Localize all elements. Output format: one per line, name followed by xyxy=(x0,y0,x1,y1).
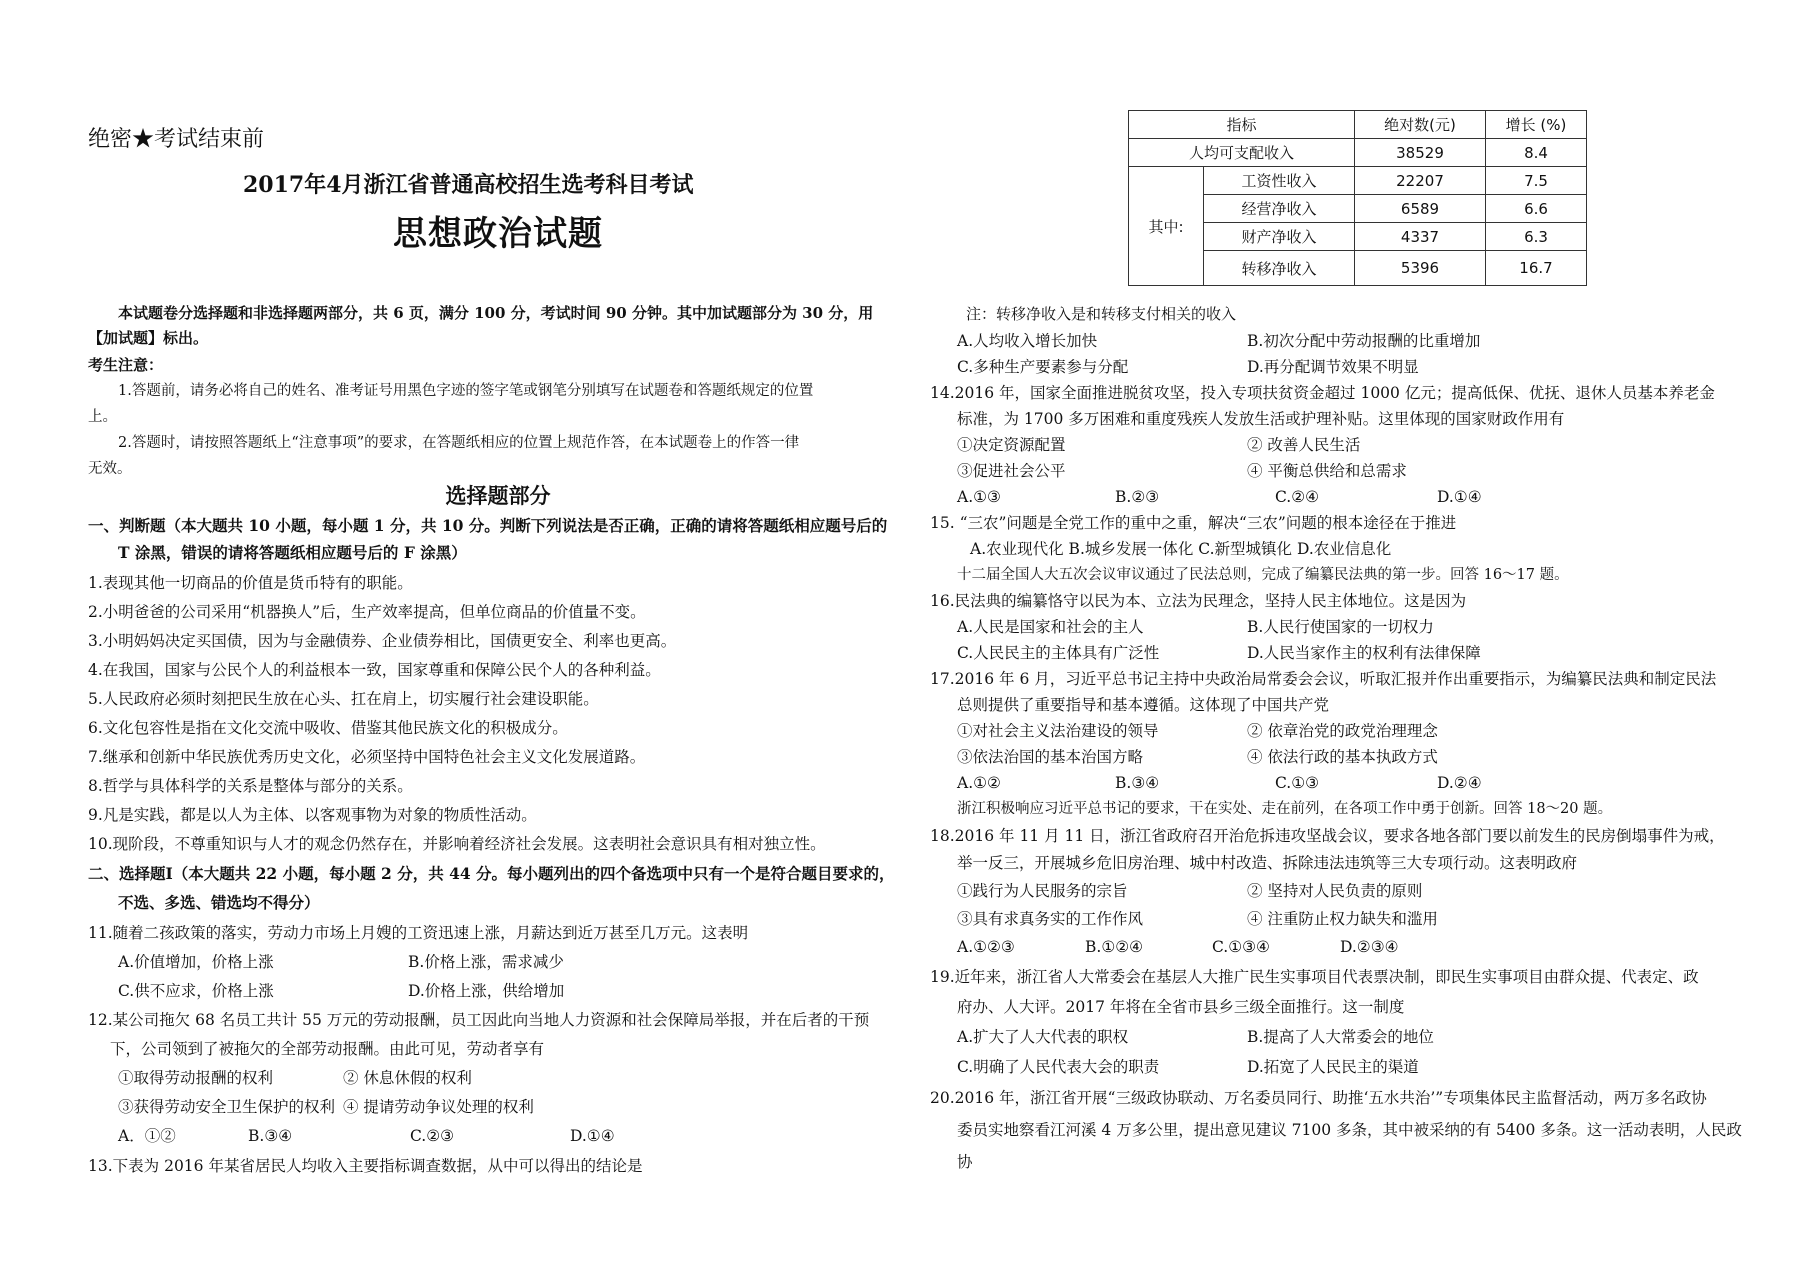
question-stem: 委员实地察看江河溪 4 万多公里，提出意见建议 7100 多条，其中被采纳的有 5400 多条。这一活动表明，人民政 xyxy=(957,1121,1742,1139)
table-note: 注：转移净收入是和转移支付相关的收入 xyxy=(966,305,1237,323)
option-c: C.①③ xyxy=(1275,774,1320,792)
table-cell: 6589 xyxy=(1355,195,1486,223)
choice-1: ①对社会主义法治建设的领导 xyxy=(957,722,1159,740)
option-d: D.①④ xyxy=(1437,488,1482,506)
material-text: 浙江积极响应习近平总书记的要求，干在实处、走在前列，在各项工作中勇于创新。回答 18～20 题。 xyxy=(957,801,1613,817)
option-a: A.扩大了人大代表的职权 xyxy=(957,1028,1129,1046)
question-stem: 17.2016 年 6 月，习近平总书记主持中央政治局常委会会议，听取汇报并作出重要指示，为编纂民法典和制定民法 xyxy=(930,670,1717,688)
option-d: D.②④ xyxy=(1437,774,1482,792)
choice-3: ③获得劳动安全卫生保护的权利 xyxy=(118,1098,336,1116)
judgement-item: 1.表现其他一切商品的价值是货币特有的职能。 xyxy=(88,574,413,592)
judgement-item: 10.现阶段，不尊重知识与人才的观念仍然存在，并影响着经济社会发展。这表明社会意识具有相对独立性。 xyxy=(88,835,826,853)
table-header-row xyxy=(1129,111,1587,139)
option-a: A．①② xyxy=(118,1127,176,1145)
option-c: C.多种生产要素参与分配 xyxy=(957,358,1129,376)
intro-line: 【加试题】标出。 xyxy=(88,329,209,347)
table-cell: 16.7 xyxy=(1486,251,1587,286)
table-row xyxy=(1129,167,1587,195)
option-c: C.②③ xyxy=(410,1127,455,1145)
choice-4: ④ 提请劳动争议处理的权利 xyxy=(343,1098,534,1116)
judgement-item: 6.文化包容性是指在文化交流中吸收、借鉴其他民族文化的积极成分。 xyxy=(88,719,568,737)
note-line: 上。 xyxy=(88,409,117,425)
question-stem: 14.2016 年，国家全面推进脱贫攻坚，投入专项扶贫资金超过 1000 亿元；提高低保、优抚、退休人员基本养老金 xyxy=(930,384,1715,402)
option-c: C.②④ xyxy=(1275,488,1320,506)
judgement-item: 3.小明妈妈决定买国债，因为与金融债券、企业债券相比，国债更安全、利率也更高。 xyxy=(88,632,677,650)
confidential-label: 绝密★考试结束前 xyxy=(88,127,265,152)
question-stem: 13.下表为 2016 年某省居民人均收入主要指标调查数据，从中可以得出的结论是 xyxy=(88,1157,643,1175)
choice-3: ③依法治国的基本治国方略 xyxy=(957,748,1144,766)
question-options: A.农业现代化 B.城乡发展一体化 C.新型城镇化 D.农业信息化 xyxy=(970,540,1392,558)
option-c: C.人民民主的主体具有广泛性 xyxy=(957,644,1160,662)
option-a: A.①③ xyxy=(957,488,1001,506)
section-title: 选择题部分 xyxy=(445,483,551,508)
choice-4: ④ 平衡总供给和总需求 xyxy=(1247,462,1407,480)
choice-2: ② 依章治党的政党治理理念 xyxy=(1247,722,1438,740)
choice-2: ② 改善人民生活 xyxy=(1247,436,1361,454)
question-stem: 举一反三，开展城乡危旧房治理、城中村改造、拆除违法违筑等三大专项行动。这表明政府 xyxy=(957,854,1578,872)
judgement-item: 2.小明爸爸的公司采用“机器换人”后，生产效率提高，但单位商品的价值量不变。 xyxy=(88,603,646,621)
part2-heading: 不选、多选、错选均不得分） xyxy=(118,893,320,912)
choice-2: ② 休息休假的权利 xyxy=(343,1069,472,1087)
question-stem: 11.随着二孩政策的落实，劳动力市场上月嫂的工资迅速上涨，月薪达到近万甚至几万元。这表明 xyxy=(88,924,749,942)
question-stem: 15. “三农”问题是全党工作的重中之重，解决“三农”问题的根本途径在于推进 xyxy=(930,514,1457,532)
question-stem: 12.某公司拖欠 68 名员工共计 55 万元的劳动报酬，员工因此向当地人力资源和社会保障局举报，并在后者的干预 xyxy=(88,1011,870,1029)
option-a: A.①②③ xyxy=(957,938,1015,956)
choice-1: ①取得劳动报酬的权利 xyxy=(118,1069,274,1087)
intro-line: 本试题卷分选择题和非选择题两部分，共 6 页，满分 100 分，考试时间 90 分钟。其中加试题部分为 30 分，用 xyxy=(118,304,874,322)
option-b: B.提高了人大常委会的地位 xyxy=(1247,1028,1434,1046)
table-cell: 5396 xyxy=(1355,251,1486,286)
judgement-item: 7.继承和创新中华民族优秀历史文化，必须坚持中国特色社会主义文化发展道路。 xyxy=(88,748,646,766)
table-group-label: 其中: xyxy=(1129,167,1204,286)
question-stem: 20.2016 年，浙江省开展“三级政协联动、万名委员同行、助推‘五水共治’”专项集体民主监督活动，两万多名政协 xyxy=(930,1089,1707,1107)
choice-4: ④ 依法行政的基本执政方式 xyxy=(1247,748,1438,766)
option-d: D.人民当家作主的权利有法律保障 xyxy=(1247,644,1481,662)
exam-title: 2017年4月浙江省普通高校招生选考科目考试 xyxy=(243,172,694,198)
option-a: A.价值增加，价格上涨 xyxy=(118,953,274,971)
income-table xyxy=(1128,110,1587,286)
material-text: 十二届全国人大五次会议审议通过了民法总则，完成了编纂民法典的第一步。回答 16～17 题。 xyxy=(957,567,1569,583)
table-cell: 转移净收入 xyxy=(1204,251,1355,286)
question-stem: 府办、人大评。2017 年将在全省市县乡三级全面推行。这一制度 xyxy=(957,998,1405,1016)
option-b: B.人民行使国家的一切权力 xyxy=(1247,618,1434,636)
choice-1: ①践行为人民服务的宗旨 xyxy=(957,882,1128,900)
part2-heading: 二、选择题Ⅰ（本大题共 22 小题，每小题 2 分，共 44 分。每小题列出的四个备选项中只有一个是符合题目要求的， xyxy=(88,864,895,883)
table-header-cell: 绝对数(元) xyxy=(1355,111,1486,139)
table-cell: 财产净收入 xyxy=(1204,223,1355,251)
choice-2: ② 坚持对人民负责的原则 xyxy=(1247,882,1423,900)
choice-4: ④ 注重防止权力缺失和滥用 xyxy=(1247,910,1438,928)
part1-heading: T 涂黑，错误的请将答题纸相应题号后的 F 涂黑） xyxy=(118,543,467,562)
table-cell: 7.5 xyxy=(1486,167,1587,195)
option-a: A.人均收入增长加快 xyxy=(957,332,1098,350)
judgement-item: 5.人民政府必须时刻把民生放在心头、扛在肩上，切实履行社会建设职能。 xyxy=(88,690,599,708)
option-c: C.供不应求，价格上涨 xyxy=(118,982,274,1000)
option-d: D.①④ xyxy=(570,1127,615,1145)
judgement-item: 4.在我国，国家与公民个人的利益根本一致，国家尊重和保障公民个人的各种利益。 xyxy=(88,661,661,679)
table-cell: 4337 xyxy=(1355,223,1486,251)
table-cell: 人均可支配收入 xyxy=(1129,139,1355,167)
choice-3: ③具有求真务实的工作作风 xyxy=(957,910,1144,928)
table-cell: 6.3 xyxy=(1486,223,1587,251)
question-stem: 19.近年来，浙江省人大常委会在基层人大推广民生实事项目代表票决制，即民生实事项目由群众提、代表定、政 xyxy=(930,968,1699,986)
note-line: 无效。 xyxy=(88,461,132,477)
table-header-cell: 指标 xyxy=(1129,111,1355,139)
judgement-item: 8.哲学与具体科学的关系是整体与部分的关系。 xyxy=(88,777,413,795)
option-c: C.①③④ xyxy=(1212,938,1270,956)
option-d: D.再分配调节效果不明显 xyxy=(1247,358,1419,376)
subject-title: 思想政治试题 xyxy=(393,214,603,254)
option-a: A.人民是国家和社会的主人 xyxy=(957,618,1144,636)
option-b: B.③④ xyxy=(248,1127,293,1145)
table-cell: 8.4 xyxy=(1486,139,1587,167)
note-line: 2.答题时，请按照答题纸上“注意事项”的要求，在答题纸相应的位置上规范作答，在本试题卷上的作答一律 xyxy=(118,435,800,451)
option-a: A.①② xyxy=(957,774,1001,792)
question-stem: 18.2016 年 11 月 11 日，浙江省政府召开治危拆违攻坚战会议，要求各地各部门要以前发生的民房倒塌事件为戒， xyxy=(930,827,1725,845)
question-stem: 16.民法典的编纂恪守以民为本、立法为民理念，坚持人民主体地位。这是因为 xyxy=(930,592,1467,610)
table-cell: 6.6 xyxy=(1486,195,1587,223)
question-stem: 协 xyxy=(957,1153,973,1171)
option-d: D.价格上涨，供给增加 xyxy=(408,982,565,1000)
notes-title: 考生注意： xyxy=(88,356,164,374)
table-cell: 经营净收入 xyxy=(1204,195,1355,223)
table-cell: 38529 xyxy=(1355,139,1486,167)
choice-1: ①决定资源配置 xyxy=(957,436,1066,454)
note-line: 1.答题前，请务必将自己的姓名、准考证号用黑色字迹的签字笔或钢笔分别填写在试题卷和答题纸规定的位置 xyxy=(118,383,814,399)
option-b: B.价格上涨，需求减少 xyxy=(408,953,564,971)
option-d: D.拓宽了人民民主的渠道 xyxy=(1247,1058,1419,1076)
question-stem: 标准，为 1700 多万困难和重度残疾人发放生活或护理补贴。这里体现的国家财政作用有 xyxy=(957,410,1565,428)
option-b: B.③④ xyxy=(1115,774,1160,792)
table-header-cell: 增长 (%) xyxy=(1486,111,1587,139)
table-cell: 22207 xyxy=(1355,167,1486,195)
option-d: D.②③④ xyxy=(1340,938,1399,956)
question-stem: 总则提供了重要指导和基本遵循。这体现了中国共产党 xyxy=(957,696,1330,714)
option-c: C.明确了人民代表大会的职责 xyxy=(957,1058,1160,1076)
choice-3: ③促进社会公平 xyxy=(957,462,1066,480)
judgement-item: 9.凡是实践，都是以人为主体、以客观事物为对象的物质性活动。 xyxy=(88,806,537,824)
question-stem: 下，公司领到了被拖欠的全部劳动报酬。由此可见，劳动者享有 xyxy=(110,1040,545,1058)
option-b: B.初次分配中劳动报酬的比重增加 xyxy=(1247,332,1481,350)
option-b: B.①②④ xyxy=(1085,938,1144,956)
table-row xyxy=(1129,139,1587,167)
part1-heading: 一、判断题（本大题共 10 小题，每小题 1 分，共 10 分。判断下列说法是否正确，正确的请将答题纸相应题号后的 xyxy=(88,516,888,535)
option-b: B.②③ xyxy=(1115,488,1160,506)
table-cell: 工资性收入 xyxy=(1204,167,1355,195)
